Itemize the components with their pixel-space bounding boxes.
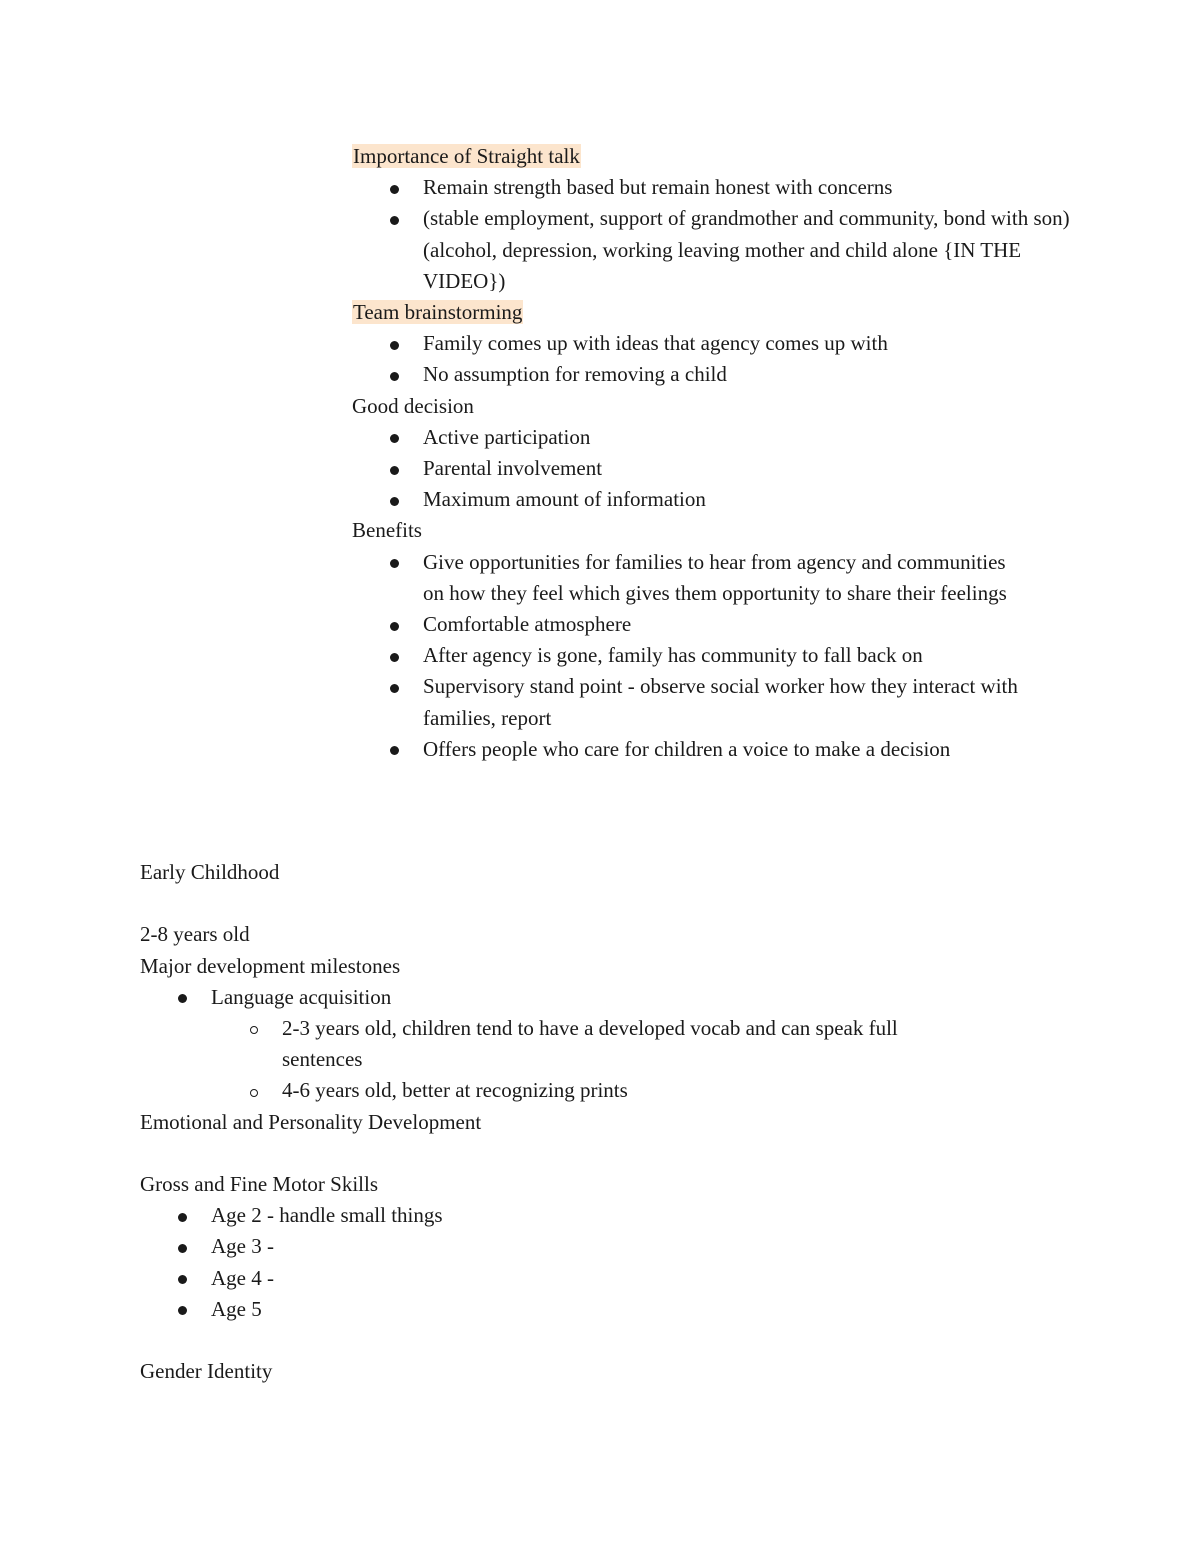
- heading-team-brainstorming: [352, 297, 1072, 328]
- bullet-icon: [390, 734, 399, 765]
- list-item: [352, 609, 1072, 640]
- bullet-icon: [390, 172, 399, 203]
- spacer: [140, 1325, 1020, 1356]
- list-item-text: Active participation: [423, 424, 591, 449]
- bullet-icon: [390, 671, 399, 702]
- list-item: [352, 359, 1072, 390]
- bullet-icon: [390, 547, 399, 578]
- highlighted-heading: Importance of Straight talk: [353, 144, 580, 168]
- list-item-text: Give opportunities for families to hear from agency and communities on how they feel which gives them opportunity to share their feelings: [423, 549, 1007, 605]
- heading-milestones: Major development milestones: [140, 953, 401, 978]
- age-range: 2-8 years old: [140, 922, 250, 947]
- bullet-icon: [390, 640, 399, 671]
- heading-benefits: Benefits: [352, 518, 422, 543]
- list-item: [140, 1263, 1020, 1294]
- list-item-text: 4-6 years old, better at recognizing prints: [282, 1078, 628, 1103]
- bullet-icon: [390, 453, 399, 484]
- list-item-text: Age 3 -: [211, 1234, 274, 1259]
- list-item: [352, 453, 1072, 484]
- heading-motor-skills: Gross and Fine Motor Skills: [140, 1171, 379, 1196]
- bullet-icon: [178, 1294, 187, 1325]
- heading-straight-talk: [352, 141, 1072, 172]
- list-item-text: Comfortable atmosphere: [423, 611, 632, 636]
- circle-bullet-icon: [250, 1013, 258, 1044]
- bullet-icon: [390, 328, 399, 359]
- list-item-text: Language acquisition: [211, 984, 392, 1009]
- bullet-icon: [178, 1200, 187, 1231]
- list-item-text: Supervisory stand point - observe social worker how they interact with families, report: [423, 674, 1018, 730]
- list-item-text: Parental involvement: [423, 455, 603, 480]
- list-item: [352, 484, 1072, 515]
- list-item: [352, 671, 1053, 733]
- bullet-icon: [390, 609, 399, 640]
- list-item: [140, 1200, 1020, 1231]
- heading-good-decision: Good decision: [352, 393, 474, 418]
- list-item: [140, 1294, 1020, 1325]
- list-item: [352, 172, 1072, 203]
- lower-section: [140, 857, 1020, 1387]
- sub-list-item: [140, 1075, 1020, 1106]
- list-item: [140, 1231, 1020, 1262]
- bullet-icon: [390, 422, 399, 453]
- list-item: [352, 422, 1072, 453]
- list-item-text: 2-3 years old, children tend to have a developed vocab and can speak full sentences: [282, 1015, 898, 1072]
- bullet-icon: [390, 203, 399, 234]
- list-item-text: Offers people who care for children a voice to make a decision: [423, 736, 951, 761]
- list-item-text: After agency is gone, family has community to fall back on: [423, 643, 923, 668]
- list-item-text: No assumption for removing a child: [423, 362, 727, 387]
- heading-gender-identity: Gender Identity: [140, 1359, 273, 1384]
- spacer: [140, 1138, 1020, 1169]
- bullet-icon: [178, 1231, 187, 1262]
- list-item-text: Family comes up with ideas that agency comes up with: [423, 331, 888, 356]
- list-item: [352, 547, 1023, 609]
- list-item-text: Age 4 -: [211, 1265, 274, 1290]
- section-title: Early Childhood: [140, 860, 280, 884]
- spacer: [140, 888, 1020, 919]
- list-item-text: (stable employment, support of grandmother and community, bond with son) (alcohol, depression, working leaving mother and child alone {IN THE VIDEO}): [423, 206, 1070, 293]
- sub-list-item: [140, 1013, 982, 1075]
- list-item-text: Age 2 - handle small things: [211, 1203, 443, 1228]
- list-item: [352, 328, 1072, 359]
- bullet-icon: [178, 982, 187, 1013]
- list-item: [140, 982, 1020, 1013]
- list-item-text: Remain strength based but remain honest with concerns: [423, 175, 893, 200]
- bullet-icon: [390, 484, 399, 515]
- circle-bullet-icon: [250, 1075, 258, 1106]
- list-item: [352, 640, 1072, 671]
- heading-emotional: Emotional and Personality Development: [140, 1109, 482, 1134]
- bullet-icon: [390, 359, 399, 390]
- upper-section: [352, 141, 1072, 765]
- list-item-text: Maximum amount of information: [423, 487, 706, 512]
- highlighted-heading: Team brainstorming: [353, 300, 523, 324]
- list-item: [352, 734, 1072, 765]
- list-item-text: Age 5: [211, 1296, 262, 1321]
- list-item: [352, 203, 1072, 297]
- bullet-icon: [178, 1263, 187, 1294]
